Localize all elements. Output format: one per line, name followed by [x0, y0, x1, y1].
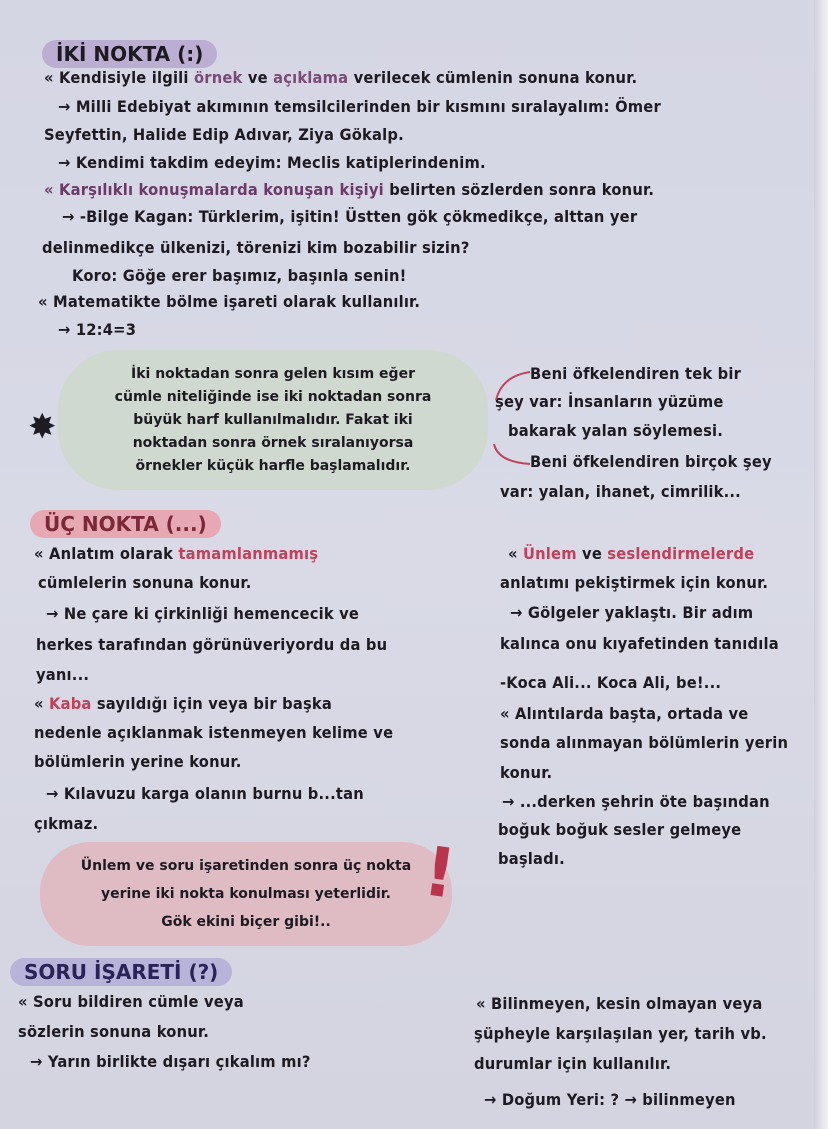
- text: «: [508, 544, 524, 563]
- note-line: Gök ekini biçer gibi!..: [161, 914, 331, 930]
- exclamation-icon: !: [418, 832, 461, 915]
- example-line: delinmedikçe ülkenizi, törenizi kim bozabilir sizin?: [42, 238, 470, 257]
- text: « Anlatım olarak: [34, 544, 179, 563]
- rule-line: « Bilinmeyen, kesin olmayan veya: [476, 994, 763, 1013]
- text: ve: [576, 544, 608, 563]
- rule-line: [44, 180, 654, 199]
- example-line: → -Bilge Kagan: Türklerim, işitin! Üstten gök çökmedikçe, alttan yer: [62, 207, 638, 226]
- note-line: büyük harf kullanılmalıdır. Fakat iki: [133, 412, 413, 428]
- highlight-text: örnek: [193, 68, 243, 87]
- rule-line: durumlar için kullanılır.: [474, 1054, 672, 1073]
- example-line: -Koca Ali... Koca Ali, be!...: [500, 673, 722, 692]
- text: «: [34, 694, 50, 713]
- example-line: Beni öfkelendiren tek bir: [530, 364, 742, 383]
- section-title-iki-nokta: İKİ NOKTA (:): [42, 40, 217, 68]
- rule-line: nedenle açıklanmak istenmeyen kelime ve: [34, 723, 394, 742]
- highlight-text: Kaba: [49, 694, 92, 713]
- note-box-green: [58, 350, 488, 490]
- rule-line: sonda alınmayan bölümlerin yerin: [500, 733, 789, 752]
- curved-arrows-icon: [488, 362, 538, 472]
- example-line: → Kılavuzu karga olanın burnu b...tan: [46, 784, 364, 803]
- note-line: cümle niteliğinde ise iki noktadan sonra: [114, 389, 432, 405]
- text: sayıldığı için veya bir başka: [91, 694, 332, 713]
- rule-line: [508, 544, 754, 563]
- rule-line: « Alıntılarda başta, ortada ve: [500, 704, 749, 723]
- note-line: örnekler küçük harfle başlamalıdır.: [135, 458, 411, 474]
- text: ve: [242, 68, 274, 87]
- example-line: → Doğum Yeri: ? → bilinmeyen: [484, 1090, 736, 1109]
- note-line: noktadan sonra örnek sıralanıyorsa: [132, 435, 414, 451]
- rule-line: [34, 544, 318, 563]
- page-edge: [814, 0, 828, 1129]
- example-line: başladı.: [498, 849, 565, 868]
- example-line: → 12:4=3: [58, 320, 137, 339]
- example-line: → Kendimi takdim edeyim: Meclis katiplerindenim.: [58, 153, 486, 172]
- example-line: kalınca onu kıyafetinden tanıdıla: [500, 634, 779, 653]
- rule-line: anlatımı pekiştirmek için konur.: [500, 573, 769, 592]
- example-line: boğuk boğuk sesler gelmeye: [498, 820, 742, 839]
- note-line: Ünlem ve soru işaretinden sonra üç nokta: [80, 858, 412, 874]
- text: « Kendisiyle ilgili: [44, 68, 194, 87]
- example-line: çıkmaz.: [34, 814, 99, 833]
- rule-line: sözlerin sonuna konur.: [18, 1022, 210, 1041]
- rule-line: « Matematikte bölme işareti olarak kullanılır.: [38, 292, 421, 311]
- example-line: → Yarın birlikte dışarı çıkalım mı?: [30, 1052, 311, 1071]
- example-line: şey var: İnsanların yüzüme: [495, 392, 724, 411]
- example-line: → Gölgeler yaklaştı. Bir adım: [510, 603, 754, 622]
- example-line: → Milli Edebiyat akımının temsilcilerinden bir kısmını sıralayalım: Ömer: [58, 97, 661, 116]
- example-line: → ...derken şehrin öte başından: [502, 792, 770, 811]
- note-box-pink: [40, 842, 452, 946]
- highlight-text: seslendirmelerde: [607, 544, 755, 563]
- rule-line: [44, 68, 637, 87]
- rule-line: cümlelerin sonuna konur.: [38, 573, 252, 592]
- highlight-text: tamamlanmamış: [178, 544, 319, 563]
- example-line: → Ne çare ki çirkinliği hemencecik ve: [46, 604, 360, 623]
- example-line: bakarak yalan söylemesi.: [508, 421, 724, 440]
- example-line: herkes tarafından görünüveriyordu da bu: [36, 635, 388, 654]
- highlight-text: « Karşılıklı konuşmalarda konuşan kişiyi: [44, 180, 384, 199]
- section-title-soru-isareti: SORU İŞARETİ (?): [10, 958, 232, 986]
- rule-line: « Soru bildiren cümle veya: [18, 992, 244, 1011]
- star-icon: ✸: [28, 407, 57, 447]
- rule-line: bölümlerin yerine konur.: [34, 752, 242, 771]
- text: belirten sözlerden sonra konur.: [383, 180, 655, 199]
- example-line: Beni öfkelendiren birçok şey: [530, 452, 772, 471]
- rule-line: [34, 694, 332, 713]
- example-line: Seyfettin, Halide Edip Adıvar, Ziya Gökalp.: [44, 125, 404, 144]
- example-line: var: yalan, ihanet, cimrilik...: [500, 482, 741, 501]
- note-line: yerine iki nokta konulması yeterlidir.: [100, 886, 392, 902]
- example-line: Koro: Göğe erer başımız, başınla senin!: [72, 266, 407, 285]
- highlight-text: açıklama: [273, 68, 349, 87]
- note-line: İki noktadan sonra gelen kısım eğer: [131, 366, 415, 382]
- example-line: yanı...: [36, 665, 90, 684]
- section-title-uc-nokta: ÜÇ NOKTA (...): [30, 510, 221, 538]
- rule-line: şüpheyle karşılaşılan yer, tarih vb.: [474, 1024, 767, 1043]
- text: verilecek cümlenin sonuna konur.: [348, 68, 638, 87]
- highlight-text: Ünlem: [523, 544, 577, 563]
- rule-line: konur.: [500, 763, 553, 782]
